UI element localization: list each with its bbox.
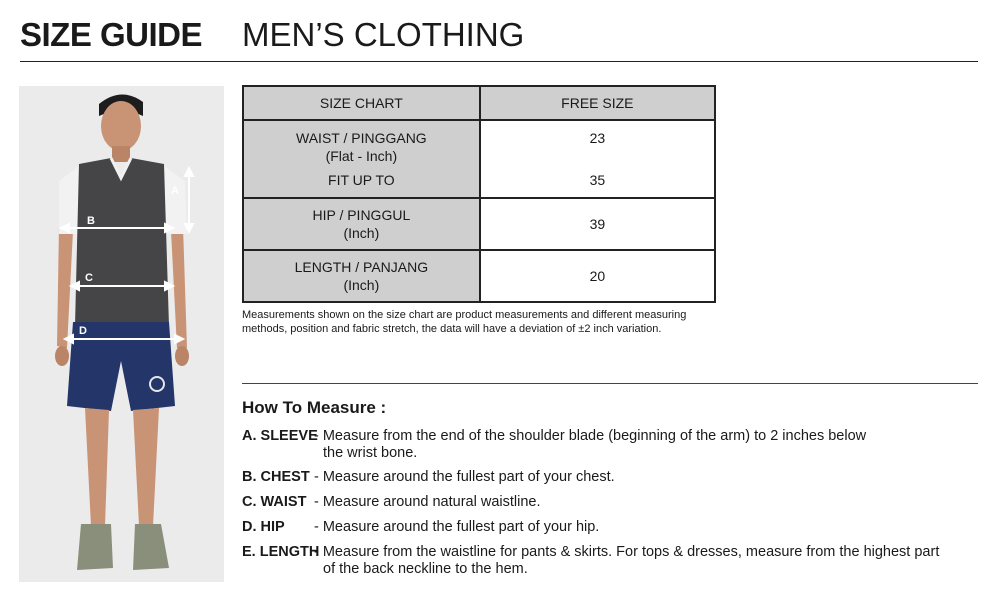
waist-label-cell — [243, 120, 480, 198]
free-size-header: FREE SIZE — [480, 86, 715, 120]
fit-up-to-value: 35 — [589, 172, 606, 188]
marker-b: B — [87, 215, 95, 227]
hip-label-cell — [243, 198, 480, 250]
measure-key: D. HIP — [242, 519, 285, 535]
model-illustration — [19, 86, 224, 582]
measure-desc: - Measure around the fullest part of your hip. — [314, 519, 600, 535]
page-title: SIZE GUIDE — [20, 16, 203, 53]
table-row — [243, 198, 715, 250]
measure-key: B. CHEST — [242, 469, 310, 485]
fit-up-to-label: FIT UP TO — [328, 172, 395, 188]
note-line-1: Measurements shown on the size chart are product measurements and different measuring — [242, 309, 687, 321]
length-label: LENGTH / PANJANG — [294, 259, 429, 275]
waist-label: WAIST / PINGGANG — [296, 130, 427, 146]
measure-desc — [314, 428, 984, 462]
hip-unit: (Inch) — [343, 225, 380, 241]
measure-desc: - Measure around the fullest part of your chest. — [314, 469, 615, 485]
note-line-2: methods, position and fabric stretch, the data will have a deviation of ±2 inch variation. — [242, 323, 662, 335]
marker-c: C — [85, 272, 93, 284]
measure-desc — [314, 544, 984, 578]
waist-value: 23 — [589, 130, 606, 146]
how-to-measure-title: How To Measure : — [242, 398, 387, 417]
size-chart-table — [242, 85, 716, 303]
page-subtitle: MEN’S CLOTHING — [242, 16, 525, 53]
waist-unit: (Flat - Inch) — [325, 148, 398, 164]
measurement-note — [242, 308, 762, 336]
size-chart-header: SIZE CHART — [243, 86, 480, 120]
hip-value: 39 — [480, 198, 715, 250]
measure-key: C. WAIST — [242, 494, 307, 510]
measure-desc: - Measure around natural waistline. — [314, 494, 541, 510]
measure-desc-line: - Measure from the waistline for pants & skirts. For tops & dresses, measure from the highest part — [314, 544, 940, 560]
measure-key: E. LENGTH — [242, 544, 320, 560]
marker-a: A — [171, 185, 179, 197]
section-divider — [242, 383, 978, 384]
length-unit: (Inch) — [343, 277, 380, 293]
marker-d: D — [79, 325, 87, 337]
measure-desc-line: - Measure from the end of the shoulder blade (beginning of the arm) to 2 inches below — [314, 428, 867, 444]
length-value: 20 — [480, 250, 715, 302]
measure-key: A. SLEEVE — [242, 428, 318, 444]
length-label-cell — [243, 250, 480, 302]
header-divider — [20, 61, 978, 62]
waist-value-cell — [480, 120, 715, 198]
measure-desc-line: of the back neckline to the hem. — [323, 561, 528, 577]
table-header-row — [243, 86, 715, 120]
measure-desc-line: the wrist bone. — [323, 445, 418, 461]
hip-label: HIP / PINGGUL — [312, 207, 411, 223]
model-photo — [19, 86, 224, 582]
table-row — [243, 120, 715, 198]
table-row — [243, 250, 715, 302]
